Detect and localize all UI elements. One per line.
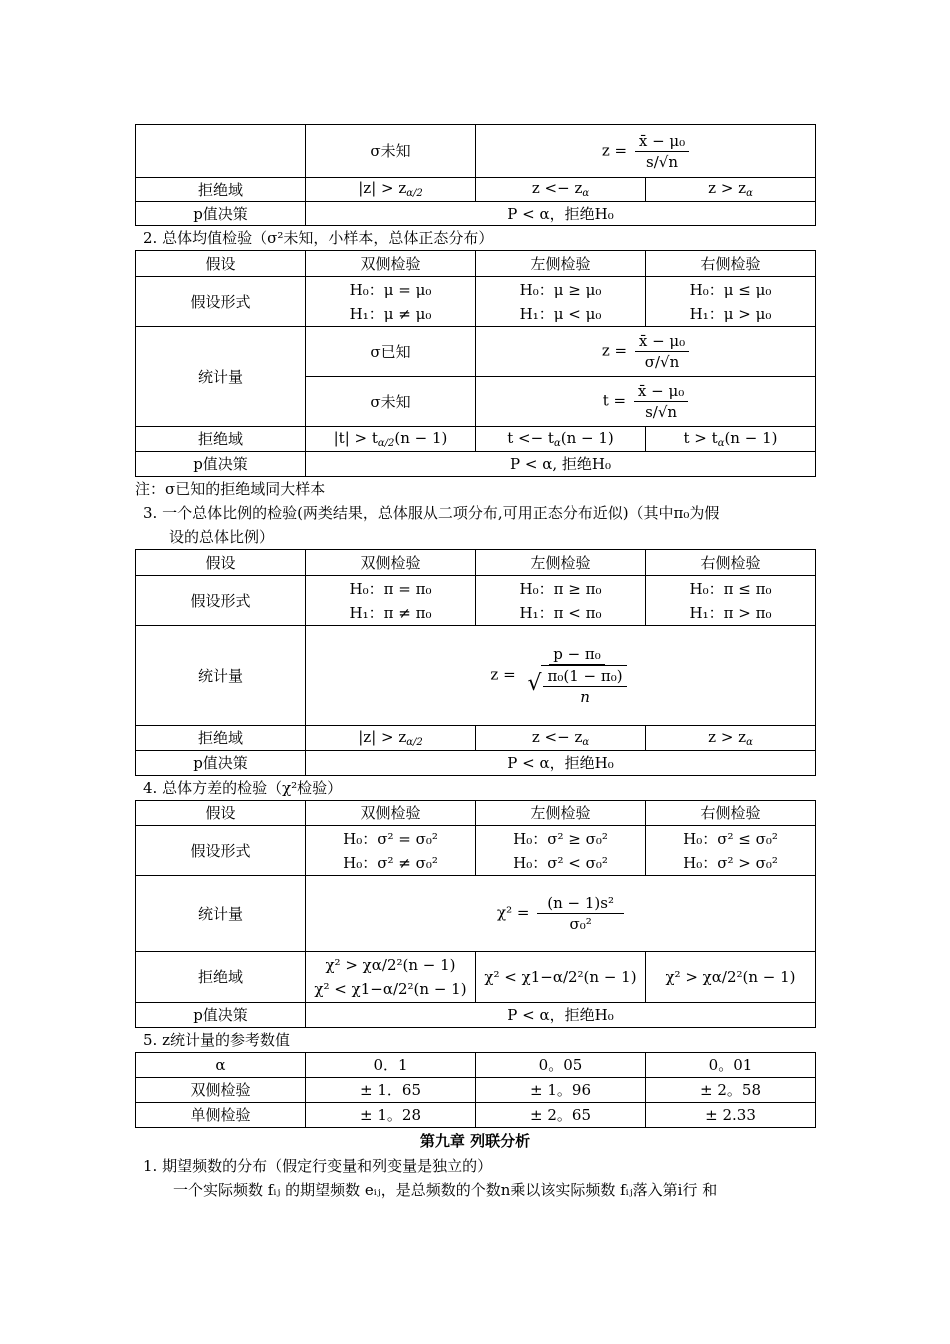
z-formula: z = $\frac{\text{x̄ − μ₀}}{\sigma/√n}$ xyxy=(476,327,816,377)
chi-square-formula: χ² = $\frac{\text{(n − 1)s²}}{\text{σ₀²}}$ xyxy=(306,876,816,952)
table-z-reference xyxy=(135,1052,816,1128)
reject-right: $t > t_\alpha(n - 1)$ xyxy=(646,427,816,452)
hyp-right: H₀：σ² ≤ σ₀² H₀：σ² > σ₀² xyxy=(646,826,816,876)
section-3-title-line2: 设的总体比例） xyxy=(169,528,275,546)
table-proportion xyxy=(135,549,816,776)
table-cell: ± 2.33 xyxy=(646,1103,816,1128)
table-cell: ± 1。96 xyxy=(476,1078,646,1103)
hyp-right: H₀：π ≤ π₀ H₁：π > π₀ xyxy=(646,576,816,626)
chapter-9-item-1-body: 一个实际频数 fᵢⱼ 的期望频数 eᵢⱼ，是总频数的个数n乘以该实际频数 fᵢⱼ落入第i行 和 xyxy=(173,1181,718,1199)
sigma-known-label: σ已知 xyxy=(306,327,476,377)
table-row xyxy=(136,1103,816,1128)
p-decision-label: p值决策 xyxy=(136,751,306,776)
statistic-label: 统计量 xyxy=(136,626,306,726)
table-row xyxy=(136,1078,816,1103)
reject-left: $z <- z_\alpha$ xyxy=(476,726,646,751)
section-4-title: 4. 总体方差的检验（χ²检验） xyxy=(143,779,343,797)
reject-region-label: 拒绝域 xyxy=(136,726,306,751)
reject-region-label: 拒绝域 xyxy=(136,427,306,452)
hypothesis-form-label: 假设形式 xyxy=(136,277,306,327)
table-cell: ± 1。28 xyxy=(306,1103,476,1128)
chapter-title: 第九章 列联分析 xyxy=(419,1132,531,1150)
reject-two-sided: $|t| > t_{\alpha/2}(n - 1)$ xyxy=(306,427,476,452)
chapter-9-item-1: 1. 期望频数的分布（假定行变量和列变量是独立的） xyxy=(143,1157,493,1175)
header-two-sided: 双侧检验 xyxy=(306,251,476,277)
p-decision-rule: P < α, 拒绝H₀ xyxy=(306,452,816,477)
p-decision-rule: P < α，拒绝H₀ xyxy=(306,202,816,226)
reject-region-label: 拒绝域 xyxy=(136,178,306,202)
hypothesis-form-label: 假设形式 xyxy=(136,576,306,626)
statistic-label: 统计量 xyxy=(136,876,306,952)
section-3-title-line1: 3. 一个总体比例的检验(两类结果，总体服从二项分布,可用正态分布近似)（其中π₀为假 xyxy=(143,504,720,522)
statistic-formula xyxy=(476,125,816,178)
table-variance xyxy=(135,800,816,1028)
z-lhs: z = xyxy=(601,141,628,159)
page-content xyxy=(135,124,815,1202)
hyp-right: H₀：μ ≤ μ₀ H₁：μ > μ₀ xyxy=(646,277,816,327)
reject-left: χ² < χ1−α/2²(n − 1) xyxy=(476,952,646,1003)
t-formula: t = $\frac{\text{x̄ − μ₀}}{s/√n}$ xyxy=(476,377,816,427)
reject-two-sided: $|z| > z_{\alpha/2}$ xyxy=(306,726,476,751)
table-mean-small-sample xyxy=(135,250,816,477)
header-two-sided: 双侧检验 xyxy=(306,801,476,826)
z-proportion-formula: z = p − π₀ √ $\frac{\text{π₀(1 − π₀)}}{n}$ xyxy=(306,626,816,726)
formula-numerator: x̄ − μ₀ xyxy=(635,131,689,152)
header-left: 左侧检验 xyxy=(476,251,646,277)
table-cell: ± 1．65 xyxy=(306,1078,476,1103)
hyp-two-sided: H₀：π = π₀ H₁：π ≠ π₀ xyxy=(306,576,476,626)
reject-left: $z <- z_\alpha$ xyxy=(476,178,646,202)
header-left: 左侧检验 xyxy=(476,550,646,576)
reject-two-sided: $|z| > z_{\alpha/2}$ xyxy=(306,178,476,202)
note-line: 注：σ已知的拒绝域同大样本 xyxy=(135,480,326,498)
header-hypothesis: 假设 xyxy=(136,550,306,576)
p-decision-rule: P < α，拒绝H₀ xyxy=(306,751,816,776)
p-decision-label: p值决策 xyxy=(136,452,306,477)
table-cell: ± 2。65 xyxy=(476,1103,646,1128)
reject-right: $z > z_\alpha$ xyxy=(646,726,816,751)
table-cell: ± 2。58 xyxy=(646,1078,816,1103)
hyp-left: H₀：μ ≥ μ₀ H₁：μ < μ₀ xyxy=(476,277,646,327)
header-hypothesis: 假设 xyxy=(136,801,306,826)
p-decision-label: p值决策 xyxy=(136,202,306,226)
table-cell: 0．1 xyxy=(306,1053,476,1078)
table-cell: 0。01 xyxy=(646,1053,816,1078)
table-mean-large-sample-cont xyxy=(135,124,816,226)
p-decision-rule: P < α，拒绝H₀ xyxy=(306,1003,816,1028)
header-right: 右侧检验 xyxy=(646,801,816,826)
reject-region-label: 拒绝域 xyxy=(136,952,306,1003)
table-cell: α xyxy=(136,1053,306,1078)
statistic-label: 统计量 xyxy=(136,327,306,427)
section-2-title: 2. 总体均值检验（σ²未知，小样本，总体正态分布） xyxy=(143,229,494,247)
p-decision-label: p值决策 xyxy=(136,1003,306,1028)
reject-left: $t <- t_\alpha(n - 1)$ xyxy=(476,427,646,452)
table-cell: 双侧检验 xyxy=(136,1078,306,1103)
hyp-two-sided: H₀：σ² = σ₀² H₀：σ² ≠ σ₀² xyxy=(306,826,476,876)
reject-right: χ² > χα/2²(n − 1) xyxy=(646,952,816,1003)
reject-two-sided: χ² > χα/2²(n − 1) χ² < χ1−α/2²(n − 1) xyxy=(306,952,476,1003)
sigma-unknown-label: σ未知 xyxy=(306,125,476,178)
section-5-title: 5. z统计量的参考数值 xyxy=(143,1031,290,1049)
header-hypothesis: 假设 xyxy=(136,251,306,277)
hypothesis-form-label: 假设形式 xyxy=(136,826,306,876)
hyp-left: H₀：σ² ≥ σ₀² H₀：σ² < σ₀² xyxy=(476,826,646,876)
header-right: 右侧检验 xyxy=(646,251,816,277)
header-two-sided: 双侧检验 xyxy=(306,550,476,576)
table-row xyxy=(136,1053,816,1078)
header-right: 右侧检验 xyxy=(646,550,816,576)
formula-denominator: s/√n xyxy=(646,152,679,171)
empty-cell xyxy=(136,125,306,178)
reject-right: $z > z_\alpha$ xyxy=(646,178,816,202)
table-cell: 0。05 xyxy=(476,1053,646,1078)
sigma-unknown-label: σ未知 xyxy=(306,377,476,427)
table-cell: 单侧检验 xyxy=(136,1103,306,1128)
header-left: 左侧检验 xyxy=(476,801,646,826)
hyp-two-sided: H₀：μ = μ₀ H₁：μ ≠ μ₀ xyxy=(306,277,476,327)
hyp-left: H₀：π ≥ π₀ H₁：π < π₀ xyxy=(476,576,646,626)
